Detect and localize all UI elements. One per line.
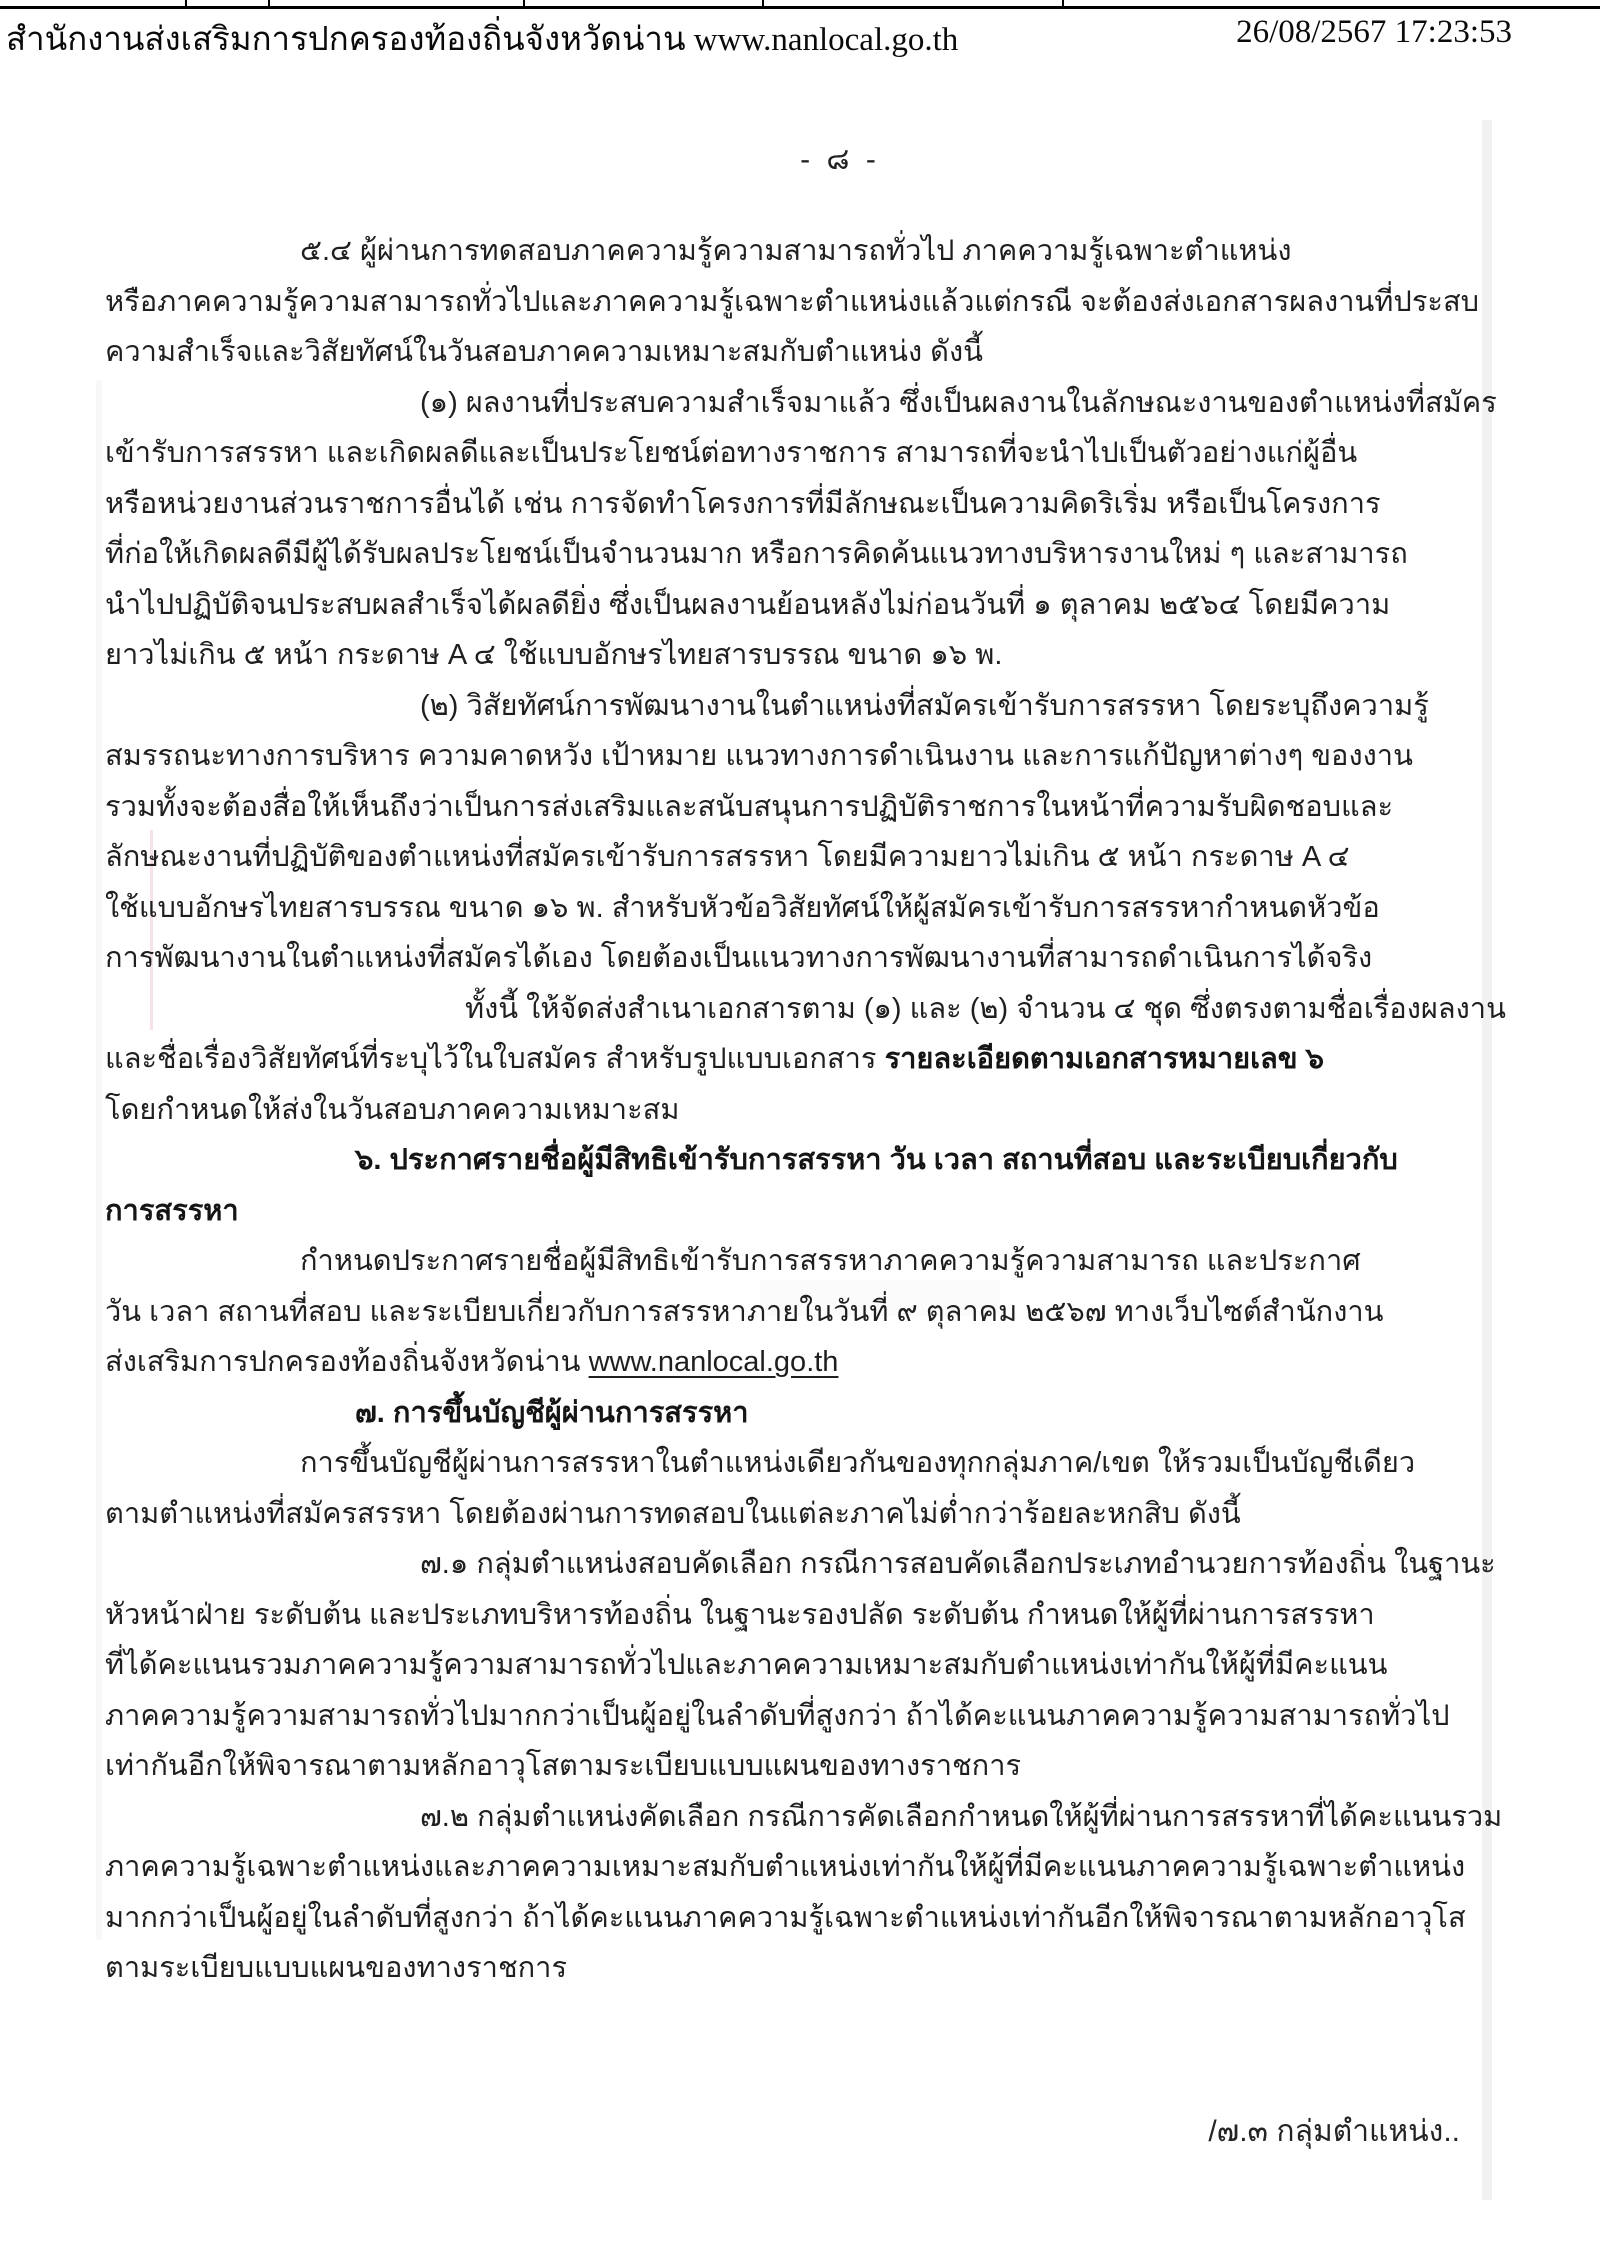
document-bold-text: รายละเอียดตามเอกสารหมายเลข ๖ bbox=[884, 1043, 1325, 1075]
document-line bbox=[355, 1135, 1465, 1186]
document-line bbox=[105, 1489, 1465, 1540]
scan-tick bbox=[268, 0, 270, 7]
document-line bbox=[105, 832, 1465, 883]
document-text: มากกว่าเป็นผู้อยู่ในลำดับที่สูงกว่า ถ้าได้คะแนนภาคความรู้เฉพาะตำแหน่งเท่ากันอีกให้พิจารณาตามหลักอาวุโส bbox=[105, 1901, 1466, 1934]
document-line bbox=[105, 630, 1465, 681]
document-text: ตามตำแหน่งที่สมัครสรรหา โดยต้องผ่านการทดสอบในแต่ละภาคไม่ต่ำกว่าร้อยละหกสิบ ดังนี้ bbox=[105, 1497, 1241, 1530]
document-text: ลักษณะงานที่ปฏิบัติของตำแหน่งที่สมัครเข้ารับการสรรหา โดยมีความยาวไม่เกิน ๕ หน้า กระดาษ A ๔ bbox=[105, 841, 1350, 873]
document-line bbox=[420, 1792, 1503, 1843]
document-text: ภาคความรู้ความสามารถทั่วไปมากกว่าเป็นผู้อยู่ในลำดับที่สูงกว่า ถ้าได้คะแนนภาคความรู้ความสามารถทั่วไป bbox=[105, 1699, 1450, 1732]
document-text: วัน เวลา สถานที่สอบ และระเบียบเกี่ยวกับการสรรหาภายในวันที่ ๙ ตุลาคม ๒๕๖๗ ทางเว็บไซต์สำนักงาน bbox=[105, 1295, 1384, 1328]
document-bold-text: ๗. การขึ้นบัญชีผู้ผ่านการสรรหา bbox=[355, 1396, 749, 1429]
document-text: ๗.๒ กลุ่มตำแหน่งคัดเลือก กรณีการคัดเลือกกำหนดให้ผู้ที่ผ่านการสรรหาที่ได้คะแนนรวม bbox=[420, 1800, 1503, 1833]
document-line bbox=[105, 529, 1465, 580]
document-text: รวมทั้งจะต้องสื่อให้เห็นถึงว่าเป็นการส่งเสริมและสนับสนุนการปฏิบัติราชการในหน้าที่ความรับผิดชอบและ bbox=[105, 790, 1394, 823]
print-header-site-title: สำนักงานส่งเสริมการปกครองท้องถิ่นจังหวัดน่าน www.nanlocal.go.th bbox=[6, 22, 959, 58]
document-line bbox=[105, 933, 1465, 984]
document-text: และชื่อเรื่องวิสัยทัศน์ที่ระบุไว้ในใบสมัคร สำหรับรูปแบบเอกสาร bbox=[105, 1043, 885, 1075]
document-line bbox=[105, 580, 1465, 631]
document-line bbox=[105, 1842, 1465, 1893]
document-text: กำหนดประกาศรายชื่อผู้มีสิทธิเข้ารับการสรรหาภาคความรู้ความสามารถ และประกาศ bbox=[300, 1245, 1361, 1277]
document-text: ส่งเสริมการปกครองท้องถิ่นจังหวัดน่าน bbox=[105, 1346, 589, 1378]
document-text: การพัฒนางานในตำแหน่งที่สมัครได้เอง โดยต้องเป็นแนวทางการพัฒนางานที่สามารถดำเนินการได้จริง bbox=[105, 942, 1373, 974]
document-line bbox=[105, 1337, 1465, 1388]
document-line bbox=[300, 226, 1465, 277]
document-text: เข้ารับการสรรหา และเกิดผลดีและเป็นประโยชน์ต่อทางราชการ สามารถที่จะนำไปเป็นตัวอย่างแก่ผู้อื่น bbox=[105, 437, 1358, 469]
scan-artifact-band bbox=[96, 380, 102, 1940]
document-line bbox=[105, 1741, 1465, 1792]
document-line bbox=[300, 1236, 1465, 1287]
document-body bbox=[105, 226, 1506, 1994]
document-text: ภาคความรู้เฉพาะตำแหน่งและภาคความเหมาะสมกับตำแหน่งเท่ากันให้ผู้ที่มีคะแนนภาคความรู้เฉพาะตำแหน่ง bbox=[105, 1851, 1466, 1883]
document-line bbox=[105, 1640, 1465, 1691]
document-text: ยาวไม่เกิน ๕ หน้า กระดาษ A ๔ ใช้แบบอักษรไทยสารบรรณ ขนาด ๑๖ พ. bbox=[105, 639, 1003, 671]
document-text: ๕.๔ ผู้ผ่านการทดสอบภาคความรู้ความสามารถทั่วไป ภาคความรู้เฉพาะตำแหน่ง bbox=[300, 235, 1292, 267]
document-text: การขึ้นบัญชีผู้ผ่านการสรรหาในตำแหน่งเดียวกันของทุกกลุ่มภาค/เขต ให้รวมเป็นบัญชีเดียว bbox=[300, 1447, 1416, 1479]
scan-tick bbox=[762, 0, 764, 7]
document-line bbox=[105, 479, 1465, 530]
document-line bbox=[105, 327, 1465, 378]
document-text: ความสำเร็จและวิสัยทัศน์ในวันสอบภาคความเหมาะสมกับตำแหน่ง ดังนี้ bbox=[105, 336, 983, 368]
document-text: หัวหน้าฝ่าย ระดับต้น และประเภทบริหารท้องถิ่น ในฐานะรองปลัด ระดับต้น กำหนดให้ผู้ที่ผ่านการสรรหา bbox=[105, 1598, 1375, 1631]
document-line bbox=[105, 1085, 1465, 1136]
document-text: สมรรถนะทางการบริหาร ความคาดหวัง เป้าหมาย แนวทางการดำเนินงาน และการแก้ปัญหาต่างๆ ของงาน bbox=[105, 740, 1413, 772]
document-text: เท่ากันอีกให้พิจารณาตามหลักอาวุโสตามระเบียบแบบแผนของทางราชการ bbox=[105, 1750, 1022, 1782]
document-line bbox=[420, 681, 1465, 732]
document-line bbox=[105, 1943, 1465, 1994]
document-text: ทั้งนี้ ให้จัดส่งสำเนาเอกสารตาม (๑) และ (๒) จำนวน ๔ ชุด ซึ่งตรงตามชื่อเรื่องผลงาน bbox=[465, 992, 1506, 1025]
document-line bbox=[105, 277, 1480, 328]
document-line bbox=[105, 731, 1465, 782]
document-line bbox=[105, 1034, 1465, 1085]
document-line bbox=[105, 782, 1465, 833]
document-text: นำไปปฏิบัติจนประสบผลสำเร็จได้ผลดียิ่ง ซึ่งเป็นผลงานย้อนหลังไม่ก่อนวันที่ ๑ ตุลาคม ๒๕๖๔ โดยมีความ bbox=[105, 588, 1391, 621]
document-line bbox=[105, 428, 1465, 479]
document-text: โดยกำหนดให้ส่งในวันสอบภาคความเหมาะสม bbox=[105, 1093, 680, 1126]
document-line bbox=[465, 984, 1506, 1035]
document-text: (๒) วิสัยทัศน์การพัฒนางานในตำแหน่งที่สมัครเข้ารับการสรรหา โดยระบุถึงความรู้ bbox=[420, 689, 1429, 722]
website-url-text: www.nanlocal.go.th bbox=[588, 1346, 839, 1378]
document-line bbox=[105, 1186, 1465, 1237]
print-header-timestamp: 26/08/2567 17:23:53 bbox=[1236, 14, 1512, 50]
page-number: - ๘ - bbox=[800, 143, 880, 176]
scan-tick bbox=[185, 0, 187, 7]
document-line bbox=[420, 378, 1497, 429]
scan-artifact-band bbox=[1482, 120, 1492, 2200]
scan-tick bbox=[523, 0, 525, 7]
document-text: หรือภาคความรู้ความสามารถทั่วไปและภาคความรู้เฉพาะตำแหน่งแล้วแต่กรณี จะต้องส่งเอกสารผลงานที่ประสบ bbox=[105, 285, 1480, 318]
document-text: ตามระเบียบแบบแผนของทางราชการ bbox=[105, 1952, 568, 1984]
document-line bbox=[105, 1590, 1465, 1641]
document-text: (๑) ผลงานที่ประสบความสำเร็จมาแล้ว ซึ่งเป็นผลงานในลักษณะงานของตำแหน่งที่สมัคร bbox=[420, 386, 1497, 419]
document-bold-text: ๖. ประกาศรายชื่อผู้มีสิทธิเข้ารับการสรรหา วัน เวลา สถานที่สอบ และระเบียบเกี่ยวกับ bbox=[355, 1144, 1398, 1176]
document-line bbox=[420, 1539, 1496, 1590]
document-text: ที่ได้คะแนนรวมภาคความรู้ความสามารถทั่วไปและภาคความเหมาะสมกับตำแหน่งเท่ากันให้ผู้ที่มีคะแนน bbox=[105, 1649, 1388, 1681]
continuation-note: /๗.๓ กลุ่มตำแหน่ง.. bbox=[1208, 2115, 1460, 2148]
scan-tick bbox=[1062, 0, 1064, 7]
document-text: ๗.๑ กลุ่มตำแหน่งสอบคัดเลือก กรณีการสอบคัดเลือกประเภทอำนวยการท้องถิ่น ในฐานะ bbox=[420, 1548, 1496, 1580]
document-text: หรือหน่วยงานส่วนราชการอื่นได้ เช่น การจัดทำโครงการที่มีลักษณะเป็นความคิดริเริ่ม หรือเป็นโครงการ bbox=[105, 487, 1381, 520]
document-text: ใช้แบบอักษรไทยสารบรรณ ขนาด ๑๖ พ. สำหรับหัวข้อวิสัยทัศน์ให้ผู้สมัครเข้ารับการสรรหากำหนดหัวข้อ bbox=[105, 891, 1380, 924]
document-line bbox=[105, 1893, 1465, 1944]
document-line bbox=[355, 1388, 1465, 1439]
document-line bbox=[105, 1691, 1465, 1742]
document-bold-text: การสรรหา bbox=[105, 1194, 239, 1227]
document-line bbox=[300, 1438, 1465, 1489]
document-line bbox=[105, 1287, 1465, 1338]
document-text: ที่ก่อให้เกิดผลดีมีผู้ได้รับผลประโยชน์เป็นจำนวนมาก หรือการคิดค้นแนวทางบริหารงานใหม่ ๆ และสามารถ bbox=[105, 538, 1408, 570]
page-top-rule bbox=[0, 6, 1600, 9]
document-line bbox=[105, 883, 1465, 934]
